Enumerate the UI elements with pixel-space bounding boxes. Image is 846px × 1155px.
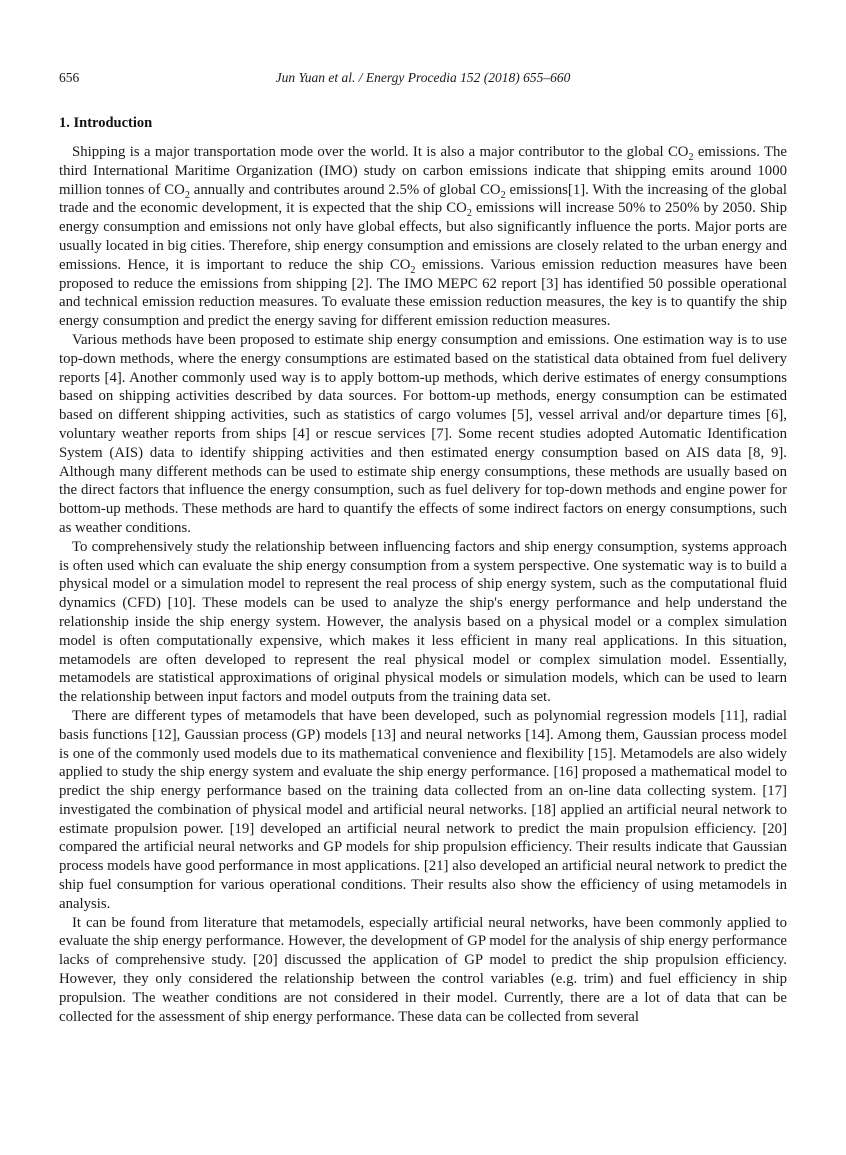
page-header — [59, 70, 787, 86]
running-title: Jun Yuan et al. / Energy Procedia 152 (2018) 655–660 — [275, 70, 571, 85]
paragraph-5: It can be found from literature that metamodels, especially artificial neural networks, have been commonly applied to evaluate the ship energy performance. However, the development of GP model for the analysis of ship energy performance lacks of comprehensive study. [20] discussed the application of GP model to predict the ship propulsion efficiency. However, they only considered the relationship between the control variables (e.g. trim) and fuel efficiency in ship propulsion. The weather conditions are not considered in their model. Currently, there are a lot of data that can be collected for the assessment of ship energy performance. These data can be collected from several — [59, 914, 787, 1025]
paragraph-1: Shipping is a major transportation mode over the world. It is also a major contributor to the global $CO_2$ emissions. The third International Maritime Organization (IMO) study on carbon emissions indicate that shipping emits around 1000 million tonnes of $CO_2$ annually and contributes around 2.5% of global $CO_2$ emissions[1]. With the increasing of the global trade and the economic development, it is expected that the ship $CO_2$ emissions will increase 50% to 250% by 2050. Ship energy consumption and emissions not only have global effects, but also significantly influence the ports. Major ports are usually located in big cities. Therefore, ship energy consumption and emissions are closely related to the urban energy and emissions. Hence, it is important to reduce the ship $CO_2$ emissions. Various emission reduction measures have been proposed to reduce the emissions from shipping [2]. The IMO MEPC 62 report [3] has identified 50 possible operational and technical emission reduction measures. To evaluate these emission reduction measures, the key is to quantify the ship energy consumption and predict the energy saving for different emission reduction measures. — [59, 144, 788, 330]
article-body — [59, 143, 787, 1026]
paragraph-3: To comprehensively study the relationship between influencing factors and ship energy consumption, systems approach is often used which can evaluate the ship energy consumption from a system perspective. One systematic way is to build a physical model or a simulation model to represent the real process of ship energy system, such as the computational fluid dynamics (CFD) [10]. These models can be used to analyze the ship's energy performance and help understand the relationship inside the ship energy system. However, the analysis based on a physical model or a complex simulation model is often computationally expensive, which makes it less efficient in many real applications. In this situation, metamodels are often developed to represent the real physical model or complex simulation model. Essentially, metamodels are statistical approximations of original physical models or simulation models, which can be used to learn the relationship between input factors and model outputs from the training data set. — [59, 538, 787, 706]
page-number: 656 — [59, 70, 80, 85]
paragraph-4: There are different types of metamodels that have been developed, such as polynomial regression models [11], radial basis functions [12], Gaussian process (GP) models [13] and neural networks [14]. Among them, Gaussian process model is one of the commonly used models due to its mathematical convenience and flexibility [15]. Metamodels are also widely applied to study the ship energy system and evaluate the ship energy performance. [16] proposed a mathematical model to predict the ship energy performance based on the training data collected from an on-line data collecting system. [17] investigated the combination of physical model and artificial neural networks. [18] applied an artificial neural network to estimate propulsion power. [19] developed an artificial neural network to predict the main propulsion efficiency. [20] compared the artificial neural networks and GP models for ship propulsion efficiency. Their results indicate that Gaussian process models have good performance in most applications. [21] also developed an artificial neural network to predict the ship fuel consumption for various operational conditions. Their results also show the efficiency of using metamodels in analysis. — [59, 707, 787, 912]
paragraph-2: Various methods have been proposed to estimate ship energy consumption and emissions. One estimation way is to use top-down methods, where the energy consumptions are estimated based on the statistical data obtained from fuel delivery reports [4]. Another commonly used way is to apply bottom-up methods, which derive estimates of energy consumptions based on shipping activities described by data sources. For bottom-up methods, energy consumption can be estimated based on different shipping activities, such as statistics of cargo volumes [5], vessel arrival and/or departure times [6], voluntary weather reports from ships [4] or rescue services [7]. Some recent studies adopted Automatic Identification System (AIS) data to identify shipping activities and then estimated energy consumption based on AIS data [8, 9]. Although many different methods can be used to estimate ship energy consumptions, these methods are usually based on the direct factors that influence the energy consumption, such as fuel delivery for top-down methods and engine power for bottom-up methods. These methods are hard to quantify the effects of some indirect factors on energy consumptions, such as weather conditions. — [59, 331, 787, 536]
section-heading-introduction: 1. Introduction — [59, 115, 153, 131]
